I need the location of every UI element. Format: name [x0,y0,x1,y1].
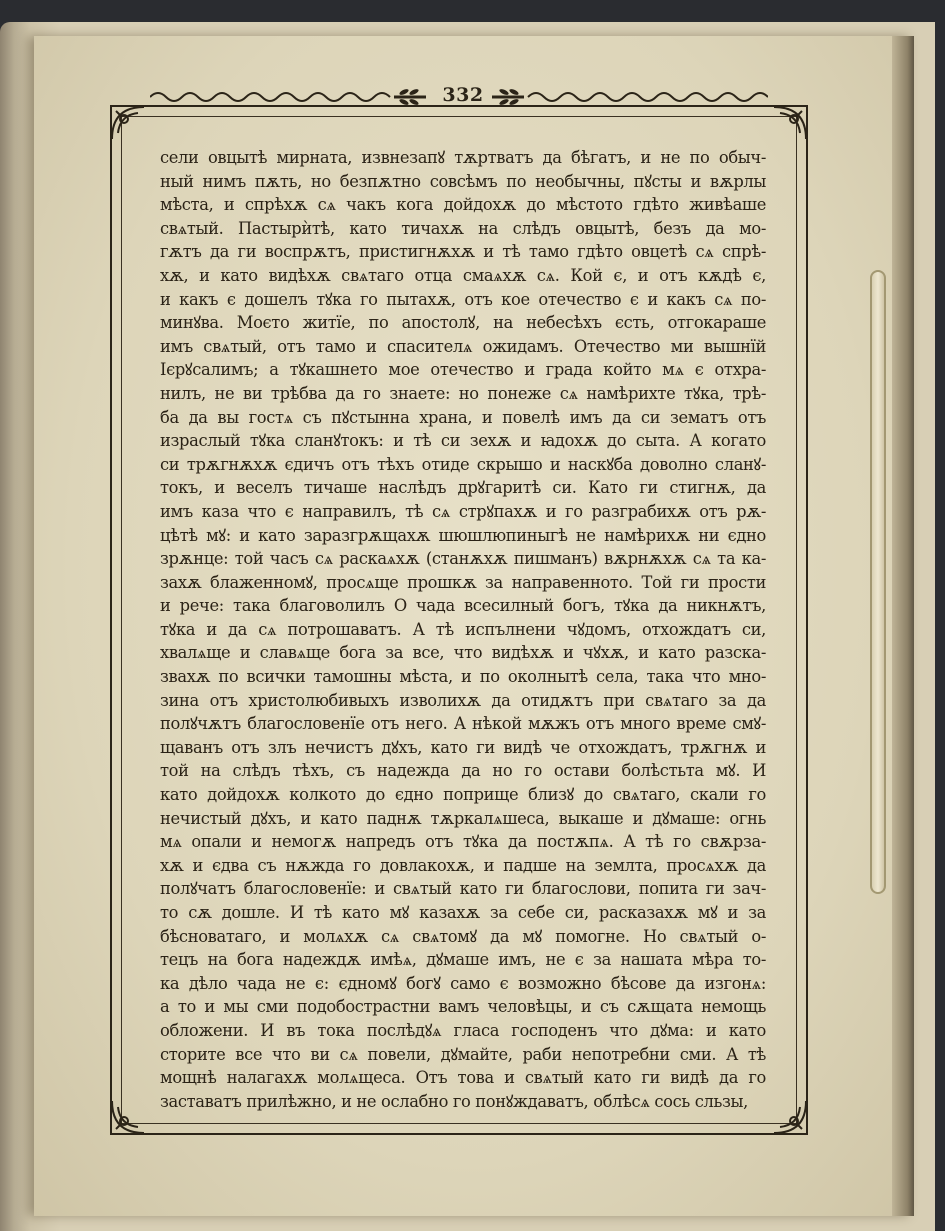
text-line: сторите все что ви сѧ повели, дꙋмайте, раби непотребни сми. А тѣ [160,1044,766,1064]
text-line: хѫ, и като видѣхѫ свѧтаго отца смаѧхѫ сѧ. Кой є, и отъ кѫдѣ є, [160,265,766,285]
text-line: а то и мы сми подобострастни вамъ человѣцы, и съ сѫщата немощь [160,997,766,1017]
text-line: нилъ, не ви трѣбва да го знаете: но понеже сѧ намѣрихте тꙋка, трѣ- [160,383,766,403]
text-line: ка дѣло чада не є: єдномꙋ богꙋ само є возможно бѣсове да изгонѧ: [160,973,766,993]
text-line: мощнѣ налагахѫ молѧщеса. Отъ това и свѧтый като ги видѣ да го [160,1068,766,1088]
text-line: мѧ опали и немогѫ напредъ отъ тꙋка да постѫпѧ. А тѣ го свѫрза- [160,832,766,852]
text-line: той на слѣдъ тѣхъ, съ надежда да но го остави болѣстьта мꙋ. И [160,761,766,781]
bookmark-ribbon [870,270,886,894]
text-line: гѫтъ да ги воспрѫтъ, пристигнѫхѫ и тѣ тамо гдѣто овцетѣ сѧ спрѣ- [160,242,766,262]
text-line: минꙋва. Моєто житїе, по апостолꙋ, на небесѣхъ єсть, отгокараше [160,313,766,333]
text-line: зрѫнце: той часъ сѧ раскаѧхѫ (станѫхѫ пишманъ) вѫрнѫхѫ сѧ та ка- [160,549,766,569]
text-line: ба да вы гостѧ съ пꙋстынна храна, и повелѣ имъ да си зематъ отъ [160,407,766,427]
text-line: полꙋчѫтъ благословенїе отъ него. А нѣкой мѫжъ отъ много време смꙋ- [160,714,766,734]
text-line: щаванъ отъ злъ нечистъ дꙋхъ, като ги видѣ че отхождатъ, трѫгнѫ и [160,737,766,757]
text-line: то сѫ дошле. И тѣ като мꙋ казахѫ за себе си, расказахѫ мꙋ и за [160,903,766,922]
corner-ornament-top-left-icon [108,103,148,143]
text-line: нечистый дꙋхъ, и като паднѫ тѫркалѧшеса, выкаше и дꙋмаше: огнь [160,808,766,828]
page-gutter [892,36,914,1216]
text-line: зина отъ христолюбивыхъ изволихѫ да отидѫтъ при свѧтаго за да [160,690,766,710]
text-line: си трѫгнѫхѫ єдичъ отъ тѣхъ отиде скрышо и наскꙋба доволно сланꙋ- [160,454,766,474]
text-line: полꙋчатъ благословенїе: и свѧтый като ги благослови, попита ги зач- [160,879,766,899]
text-line: захѫ блаженномꙋ, просѧще прошкѫ за направенното. Той ги прости [160,572,766,592]
text-line: ный нимъ пѫть, но безпѫтно совсѣмъ по необычны, пꙋсты и вѫрлы [160,171,766,191]
text-line: свѧтый. Пастырѝтѣ, като тичахѫ на слѣдъ овцытѣ, безъ да мо- [160,218,766,238]
text-line: мѣста, и спрѣхѫ сѧ чакъ кога дойдохѫ до мѣстото гдѣто живѣаше [160,195,766,215]
body-text [160,146,766,1113]
text-line: бѣсноватаго, и молѧхѫ сѧ свѧтомꙋ да мꙋ помогне. Но свѧтый о- [160,926,766,946]
text-line: израслый тꙋка сланꙋтокъ: и тѣ си зехѫ и ꙗдохѫ до сыта. А когато [160,431,766,451]
corner-ornament-bottom-right-icon [770,1097,810,1137]
text-line: като дойдохѫ колкото до єдно поприще близꙋ до свѧтаго, скали го [160,785,766,805]
text-line: тꙋка и да сѧ потрошаватъ. А тѣ испълнени чꙋдомъ, отхождатъ си, [160,619,766,639]
text-line: хвалѧще и славѧще бога за все, что видѣхѫ и чꙋхѫ, и като разска- [160,643,766,663]
text-line: обложени. И въ тока послѣдꙋѧ гласа господенъ что дꙋма: и като [160,1020,766,1040]
page-number: 332 [442,84,484,106]
corner-ornament-top-right-icon [770,103,810,143]
text-line: цѣтѣ мꙋ: и като заразгрѫщахѫ шюшлюпиныгѣ не намѣрихѫ ни єдно [160,525,766,545]
text-line: имъ свѧтый, отъ тамо и спасителѧ ожидамъ. Отечество ми вышнїй [160,336,766,356]
text-line: сели овцытѣ мирната, извнезапꙋ тѫртватъ да бѣгатъ, и не по обыч- [160,148,766,167]
text-line: Ієрꙋсалимъ; а тꙋкашнето мое отечество и града който мѧ є отхра- [160,360,766,380]
corner-ornament-bottom-left-icon [108,1097,148,1137]
text-line: звахѫ по всички тамошны мѣста, и по околнытѣ села, така что мно- [160,667,766,687]
text-line: заставатъ прилѣжно, и не ослабно го понꙋждаватъ, облѣсѧ сось сльзы, [160,1091,748,1111]
text-line: токъ, и веселъ тичаше наслѣдъ дрꙋгаритѣ си. Като ги стигнѫ, да [160,478,766,498]
text-line: тецъ на бога надеждѫ имѣѧ, дꙋмаше имъ, не є за нашата мѣра то- [160,950,766,970]
text-line: и рече: така благоволилъ О чада всесилный богъ, тꙋка да никнѫтъ, [160,596,766,616]
text-line: имъ каза что є направилъ, тѣ сѧ стрꙋпахѫ и го разграбихѫ отъ рѫ- [160,501,766,521]
text-line: и какъ є дошелъ тꙋка го пытахѫ, отъ кое отечество є и какъ сѧ по- [160,289,766,309]
text-line: хѫ и єдва съ нѫжда го довлакохѫ, и падше на землта, просѧхѫ да [160,855,766,875]
